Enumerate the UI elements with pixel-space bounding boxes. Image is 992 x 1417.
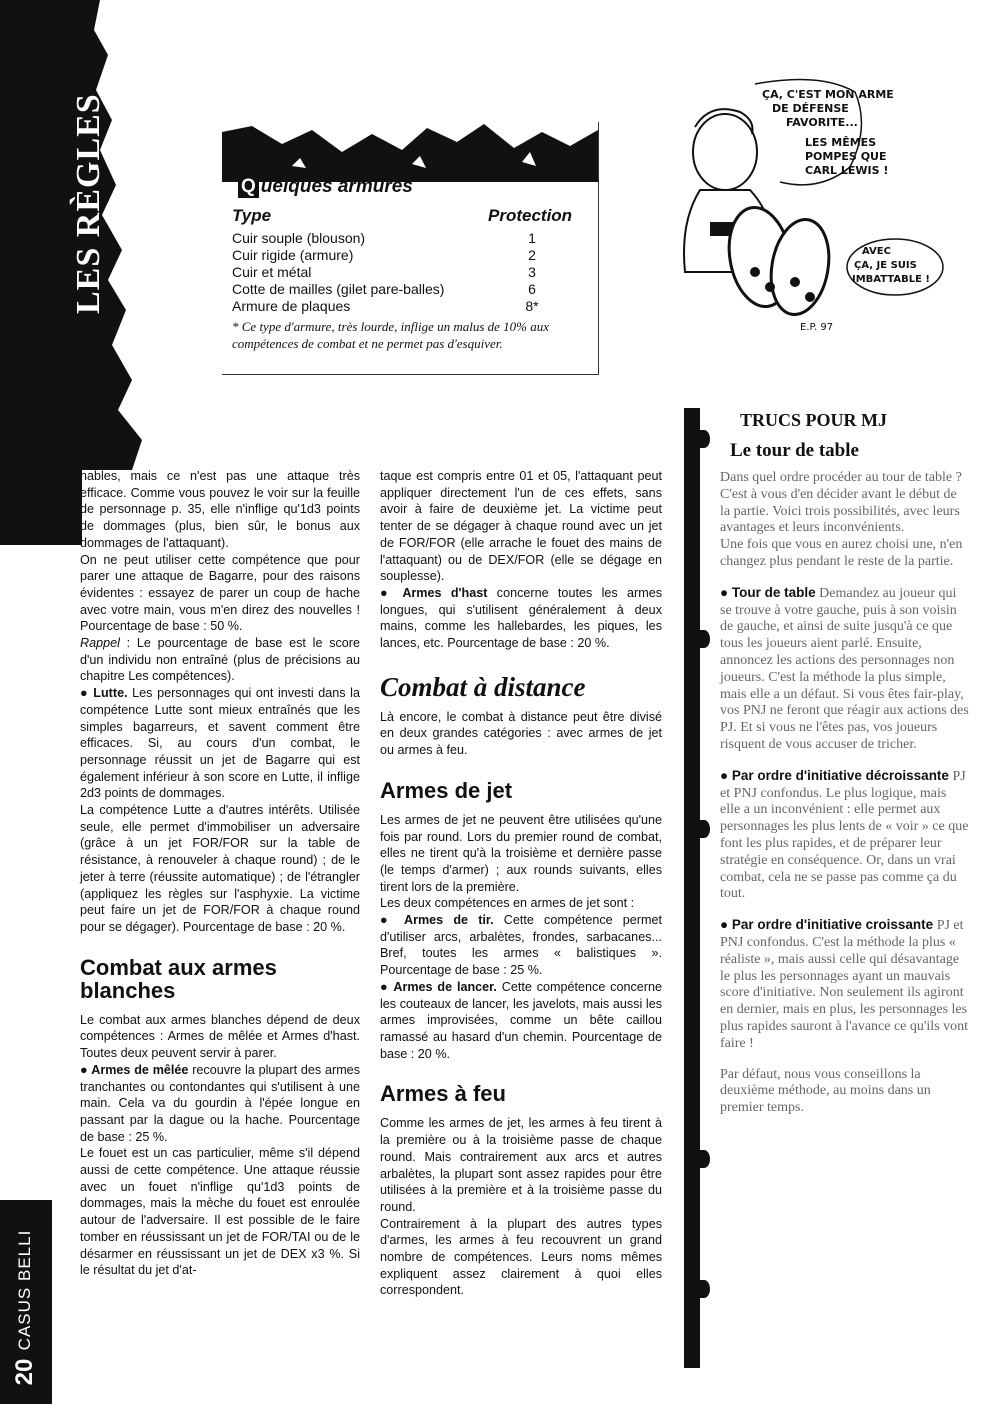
paragraph: ● Armes de lancer. Cette compétence concerne les couteaux de lancer, les javelots, mais aussi les armes improvisées, comme un bête caillou ramassé au hasard d'un chemin. Pourcentage de base : 20 %. bbox=[380, 979, 662, 1061]
paragraph: Le fouet est un cas particulier, même s'il dépend aussi de cette compétence. Une attaque réussie avec un fouet n'inflige qu'1d3 points de dommages, mais la mèche du fouet est enroulée autour de l'adversaire. Il est possible de le faire tomber en réussissant un jet de FOR/TAI ou de le désarmer en réussissant un jet de DEX x3 %. Si le résultat du jet d'at- bbox=[80, 1146, 360, 1278]
section-tab-label: LES RÈGLES bbox=[70, 93, 107, 314]
armor-box-header-art bbox=[222, 122, 598, 182]
svg-text:ÇA, C'EST MON ARME: ÇA, C'EST MON ARME bbox=[762, 88, 894, 101]
paragraph: Dans quel ordre procéder au tour de table ? C'est à vous d'en décider avant le début de la partie. Voici trois possibilités, avec leurs avantages et leurs inconvénients. bbox=[720, 470, 962, 536]
svg-text:LES MÊMES: LES MÊMES bbox=[805, 136, 877, 149]
paragraph: Contrairement à la plupart des autres types d'armes, les armes à feu recouvrent un grand nombre de compétences. Leurs noms mêmes expliquent assez clairement à quoi elles correspondent. bbox=[380, 1216, 662, 1298]
ordre-croissant-label: ● Par ordre d'initiative croissante bbox=[720, 917, 934, 933]
title-rest: uelques armures bbox=[260, 176, 413, 197]
sidebar-black-band bbox=[684, 408, 700, 1368]
band-notch bbox=[698, 820, 710, 838]
svg-text:CARL LEWIS !: CARL LEWIS ! bbox=[805, 164, 889, 177]
rappel-label: Rappel bbox=[80, 636, 120, 651]
armor-row-protection: 1 bbox=[528, 230, 536, 246]
band-notch bbox=[698, 1280, 710, 1298]
armor-row-protection: 8* bbox=[525, 298, 539, 314]
paragraph: ● Par ordre d'initiative décroissante PJ et PNJ confondus. Le plus logique, mais elle a un inconvénient : elle permet aux personnages les plus lents de « voir » ce que font les plus rapides, et de préparer leur stratégie en conséquence. Or, dans un vrai combat, cela ne se passe pas comme ça du tout. bbox=[720, 767, 969, 902]
sidebar-body bbox=[720, 470, 970, 1117]
armes-melee-label: ● Armes de mêlée bbox=[80, 1062, 189, 1077]
paragraph: Là encore, le combat à distance peut être divisé en deux grandes catégories : avec armes de jet ou armes à feu. bbox=[380, 709, 662, 758]
svg-text:AVEC: AVEC bbox=[862, 246, 891, 257]
armor-box-title bbox=[238, 176, 413, 198]
sidebar-title: TRUCS POUR MJ bbox=[740, 410, 887, 430]
column-2 bbox=[380, 468, 662, 1299]
paragraph: ● Tour de table Demandez au joueur qui se trouve à votre gauche, puis à son voisin de gauche, et ainsi de suite jusqu'à ce que tous les joueurs aient parlé. Ensuite, annoncez les actions des personnages non joueurs. C'est la méthode la plus simple, mais elle a un défaut. Si vous êtes fair-play, vos PNJ ne feront que réagir aux actions des PJ. Et si vous ne l'êtes pas, vos joueurs risquent de vous accuser de tricher. bbox=[720, 584, 969, 752]
armor-row-protection: 3 bbox=[528, 264, 536, 280]
magazine-brand: CASUS BELLI bbox=[15, 1229, 34, 1351]
paragraph: La compétence Lutte a d'autres intérêts. Utilisée seule, elle permet d'immobiliser un adversaire (grâce à un jet FOR/FOR sur la table de résistance, à renouveler à chaque round) ; de le jeter à terre (réussite automatique) ; de l'étrangler (appliquez les règles sur l'asphyxie. La victime peut faire un jet de FOR/FOR à chaque round pour se dégager). Pourcentage de base : 20 %. bbox=[80, 803, 360, 934]
page-number: 20 bbox=[11, 1358, 38, 1386]
paragraph: ● Lutte. Les personnages qui ont investi dans la compétence Lutte sont mieux entraînés que les simples bagarreurs, et savent comment être efficaces. Si, au cours d'un combat, le personnage réussit un jet de Bagarre qui est également inférieur à son score en Lutte, il inflige 2d3 points de dommages. bbox=[80, 686, 360, 801]
heading-combat-armes-blanches: Combat aux armes blanches bbox=[80, 954, 277, 1003]
svg-text:POMPES QUE: POMPES QUE bbox=[805, 150, 887, 163]
armor-row-protection: 2 bbox=[528, 247, 536, 263]
tour-de-table-label: ● Tour de table bbox=[720, 584, 816, 600]
svg-text:FAVORITE...: FAVORITE... bbox=[786, 116, 858, 129]
paragraph: ● Armes d'hast concerne toutes les armes longues, qui s'utilisent généralement à deux mains, comme les hallebardes, les piques, les lances, etc. Pourcentage de base : 20 %. bbox=[380, 585, 663, 651]
title-initial: Q bbox=[238, 176, 259, 198]
paragraph: ● Par ordre d'initiative croissante PJ et PNJ confondus. C'est la méthode la plus « réaliste », mais aussi celle qui désavantage le plus les personnages ayant un mauvais score d'initiative. Non seulement ils agiront en dernier, mais en plus, les personnages les plus rapides sauront à l'avance ce qu'ils vont faire ! bbox=[720, 917, 969, 1051]
paragraph: On ne peut utiliser cette compétence que pour parer une attaque de Bagarre, pour des raisons évidentes : essayez de parer un coup de hache avec votre main, vous m'en direz des nouvelles ! Pourcentage de base : 50 %. bbox=[80, 552, 360, 634]
sidebar-subtitle: Le tour de table bbox=[730, 440, 859, 461]
armor-table-box bbox=[222, 122, 599, 375]
armor-row-type: Cuir souple (blouson) bbox=[232, 230, 366, 246]
svg-text:IMBATTABLE !: IMBATTABLE ! bbox=[852, 274, 930, 285]
armor-row-type: Cuir rigide (armure) bbox=[232, 247, 354, 263]
heading-armes-de-jet: Armes de jet bbox=[380, 777, 513, 803]
paragraph: Le combat aux armes blanches dépend de deux compétences : Armes de mêlée et Armes d'hast. Toutes deux peuvent servir à parer. bbox=[80, 1012, 360, 1061]
paragraph: Rappel : Le pourcentage de base est le score d'un individu non entraîné (plus de précisions au chapitre Les compétences). bbox=[80, 636, 360, 684]
paragraph: ● Armes de mêlée recouvre la plupart des armes tranchantes ou contondantes qui s'utilisent à une main. Cela va du gourdin à l'épée longue en passant par la dague ou la hache. Pourcentage de base : 25 %. bbox=[80, 1062, 360, 1144]
paragraph: Par défaut, nous vous conseillons la deuxième méthode, au moins dans un premier temps. bbox=[720, 1066, 931, 1116]
page-footer bbox=[0, 1200, 52, 1400]
paragraph: nables, mais ce n'est pas une attaque très efficace. Comme vous pouvez le voir sur la feuille de personnage p. 35, elle n'inflige qu'1d3 points de dommages (plus, bien sûr, le bonus aux dommages de l'attaquant). bbox=[80, 469, 360, 550]
armor-row-type: Cotte de mailles (gilet pare-balles) bbox=[232, 281, 445, 297]
paragraph: Comme les armes de jet, les armes à feu tirent à la première ou à la troisième passe de chaque round. Mais contrairement aux arcs et autres arbalètes, la plupart sont assez rapides pour être utilisées à la première et à la troisième passe du round. bbox=[380, 1116, 662, 1214]
band-notch bbox=[698, 630, 710, 648]
paragraph: Les armes de jet ne peuvent être utilisées qu'une fois par round. Lors du premier round de combat, elles ne tirent qu'à la troisième et dernière passe (le temps d'armer) ; aux rounds suivants, elles tirent lors de la première. bbox=[380, 812, 662, 894]
svg-text:E.P. 97: E.P. 97 bbox=[800, 322, 834, 333]
paragraph: Une fois que vous en aurez choisi une, n'en changez plus pendant le reste de la partie. bbox=[720, 537, 963, 569]
armor-row-protection: 6 bbox=[528, 281, 536, 297]
heading-combat-distance: Combat à distance bbox=[380, 671, 586, 702]
column-1 bbox=[80, 468, 360, 1279]
armes-hast-label: ● Armes d'hast bbox=[380, 585, 488, 600]
band-notch bbox=[698, 1150, 710, 1168]
col-header-protection: Protection bbox=[488, 206, 573, 225]
lutte-label: ● Lutte. bbox=[80, 686, 128, 701]
section-tab bbox=[64, 93, 110, 314]
col-header-type: Type bbox=[232, 206, 272, 225]
svg-text:ÇA, JE SUIS: ÇA, JE SUIS bbox=[854, 260, 917, 271]
paragraph: Les deux compétences en armes de jet sont : bbox=[380, 896, 635, 911]
armes-lancer-label: ● Armes de lancer. bbox=[380, 979, 497, 994]
cartoon-illustration bbox=[640, 72, 970, 342]
paragraph: ● Armes de tir. Cette compétence permet d'utiliser arcs, arbalètes, frondes, sarbacanes... Bref, toutes les armes « balistiques ». Pourcentage de base : 25 %. bbox=[380, 913, 662, 978]
armor-row-type: Cuir et métal bbox=[232, 264, 312, 280]
svg-text:DE DÉFENSE: DE DÉFENSE bbox=[772, 102, 849, 115]
heading-armes-a-feu: Armes à feu bbox=[380, 1081, 506, 1107]
band-notch bbox=[698, 430, 710, 448]
armor-row-type: Armure de plaques bbox=[232, 298, 351, 314]
armes-tir-label: ● Armes de tir. bbox=[380, 913, 494, 928]
ordre-decroissant-label: ● Par ordre d'initiative décroissante bbox=[720, 767, 949, 783]
paragraph: taque est compris entre 01 et 05, l'attaquant peut appliquer directement l'un de ces effets, sans avoir à faire de deuxième jet. La victime peut tenter de se dégager à chaque round avec un jet de FOR/FOR (elle arrache le fouet des mains de l'attaquant) ou de DEX/FOR (elle se dégage en souplesse). bbox=[380, 469, 662, 584]
armor-footnote: * Ce type d'armure, très lourde, inflige un malus de 10% aux compétences de combat et ne permet pas d'esquiver. bbox=[232, 319, 550, 351]
